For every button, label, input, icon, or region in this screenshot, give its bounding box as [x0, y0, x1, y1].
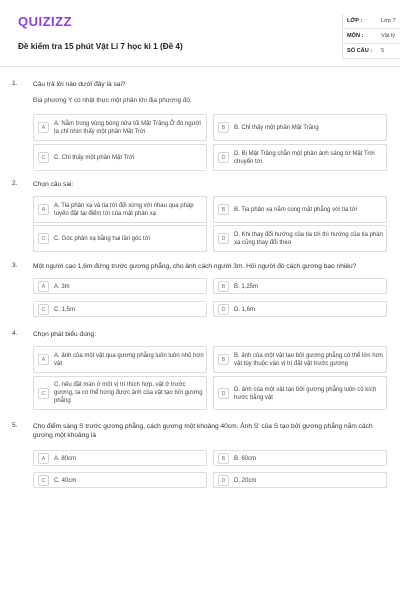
option-letter: B: [218, 122, 229, 133]
option-a[interactable]: [33, 278, 207, 294]
question-number: 4.: [12, 330, 18, 337]
meta-table: [342, 14, 400, 59]
worksheet-title: Đề kiểm tra 15 phút Vật Lí 7 học kì 1 (Đề 4): [18, 42, 183, 51]
option-letter: B: [218, 453, 229, 464]
option-d[interactable]: [213, 225, 387, 252]
option-b[interactable]: [213, 114, 387, 141]
option-letter: A: [38, 354, 49, 365]
option-c[interactable]: [33, 472, 207, 488]
option-letter: A: [38, 281, 49, 292]
option-letter: C: [38, 388, 49, 399]
worksheet-header: [12, 10, 396, 62]
option-text: A. 80cm: [54, 456, 77, 462]
option-text: D. 20cm: [234, 478, 257, 484]
option-letter: C: [38, 304, 49, 315]
option-letter: C: [38, 152, 49, 163]
option-letter: B: [218, 354, 229, 365]
option-c[interactable]: [33, 301, 207, 317]
option-letter: D: [218, 304, 229, 315]
option-a[interactable]: [33, 346, 207, 373]
option-letter: A: [38, 453, 49, 464]
option-text: C. Chỉ thấy một phần Mặt Trời: [54, 155, 135, 161]
option-a[interactable]: [33, 114, 207, 141]
meta-value: Lớp 7: [381, 18, 396, 24]
question-number: 1.: [12, 80, 18, 87]
question-number: 5.: [12, 422, 18, 429]
meta-key: SỐ CÂU :: [347, 48, 373, 54]
option-d[interactable]: [213, 144, 387, 171]
question-text: Chọn câu sai:: [33, 181, 74, 188]
option-text: B. Chỉ thấy một phần Mặt Trăng: [234, 125, 319, 131]
option-letter: A: [38, 122, 49, 133]
question-number: 3.: [12, 262, 18, 269]
meta-row-subject: [343, 29, 400, 44]
option-letter: D: [218, 233, 229, 244]
option-c[interactable]: [33, 144, 207, 171]
option-letter: D: [218, 388, 229, 399]
option-text: A. Nằm trong vùng bóng nửa tối Mặt Trăng.Ở đó người ta chỉ nhìn thấy một phần Mặt Trời: [54, 121, 201, 135]
option-text: C. Góc phản xạ bằng hai lần góc tới: [54, 236, 150, 242]
option-text: D. ảnh của một vật tạo bởi gương phẳng luôn có kích hước bằng vật: [234, 387, 377, 401]
question-text: Chọn phát biểu đúng:: [33, 331, 97, 338]
option-text: B. 60cm: [234, 456, 257, 462]
meta-row-count: [343, 44, 400, 59]
quizizz-logo: QUIZIZZ: [18, 14, 73, 29]
option-text: A. ảnh của một vật qua gương phẳng luôn luôn nhỏ hơn vật: [54, 353, 204, 367]
option-text: A. Tia phản xạ và tia tới đối xứng với nhau qua pháp tuyến đặt tại điểm tới của mặt phản xạ: [54, 203, 194, 217]
option-letter: C: [38, 233, 49, 244]
meta-value: Vật lý: [381, 33, 395, 39]
question-text: Câu trả lời nào dưới đây là sai?: [33, 81, 126, 88]
option-b[interactable]: [213, 196, 387, 223]
option-a[interactable]: [33, 450, 207, 466]
option-text: C. 1,5m: [54, 307, 76, 313]
option-text: B. ảnh của một vật tạo bởi gương phẳng có thể lớn hơn vật tùy thuộc vào vị trí đặt vật trước gương: [234, 353, 383, 367]
option-text: D. 1,6m: [234, 307, 256, 313]
option-text: C. nếu đặt màn ở một vị trí thích hợp, vật ở trước gương, ta có thể hứng được ảnh của vật tạo bởi gương phẳng: [54, 382, 203, 404]
option-d[interactable]: [213, 376, 387, 410]
option-text: D. Khi thay đổi hướng của tia tới thì hướng của tia phản xạ cũng thay đổi theo: [234, 232, 383, 246]
option-c[interactable]: [33, 376, 207, 410]
option-b[interactable]: [213, 450, 387, 466]
option-c[interactable]: [33, 225, 207, 252]
question-text: Một người cao 1,6m đứng trước gương phẳng, cho ảnh cách người 3m. Hỏi người đó cách gương bao nhiêu?: [33, 263, 357, 270]
header-divider: [0, 66, 400, 67]
option-text: B. Tia phản xạ nằm cùng mặt phẳng với tia tới: [234, 207, 357, 213]
option-b[interactable]: [213, 278, 387, 294]
option-d[interactable]: [213, 472, 387, 488]
option-a[interactable]: [33, 196, 207, 223]
option-d[interactable]: [213, 301, 387, 317]
option-letter: C: [38, 475, 49, 486]
option-letter: D: [218, 152, 229, 163]
meta-value: 5: [381, 48, 385, 54]
meta-key: LỚP :: [347, 18, 363, 24]
question-subtext: Địa phương Y có nhật thực một phần khi địa phương đó:: [33, 97, 192, 104]
option-letter: D: [218, 475, 229, 486]
option-text: B. 1,25m: [234, 284, 259, 290]
option-text: C. 40cm: [54, 478, 77, 484]
option-text: A. 3m: [54, 284, 70, 290]
option-text: D. Bị Mặt Trăng chắn một phần ánh sáng từ Mặt Trời chuyển tới: [234, 151, 375, 165]
question-text: Cho điểm sáng S trước gương phẳng, cách gương một khoảng 40cm. Ảnh S' của S tạo bởi gương phẳng nằm cách gương một khoảng là: [33, 423, 373, 439]
option-letter: A: [38, 204, 49, 215]
option-b[interactable]: [213, 346, 387, 373]
meta-key: MÔN :: [347, 33, 364, 39]
option-letter: B: [218, 281, 229, 292]
option-letter: B: [218, 204, 229, 215]
question-number: 2.: [12, 180, 18, 187]
meta-row-grade: [343, 14, 400, 29]
